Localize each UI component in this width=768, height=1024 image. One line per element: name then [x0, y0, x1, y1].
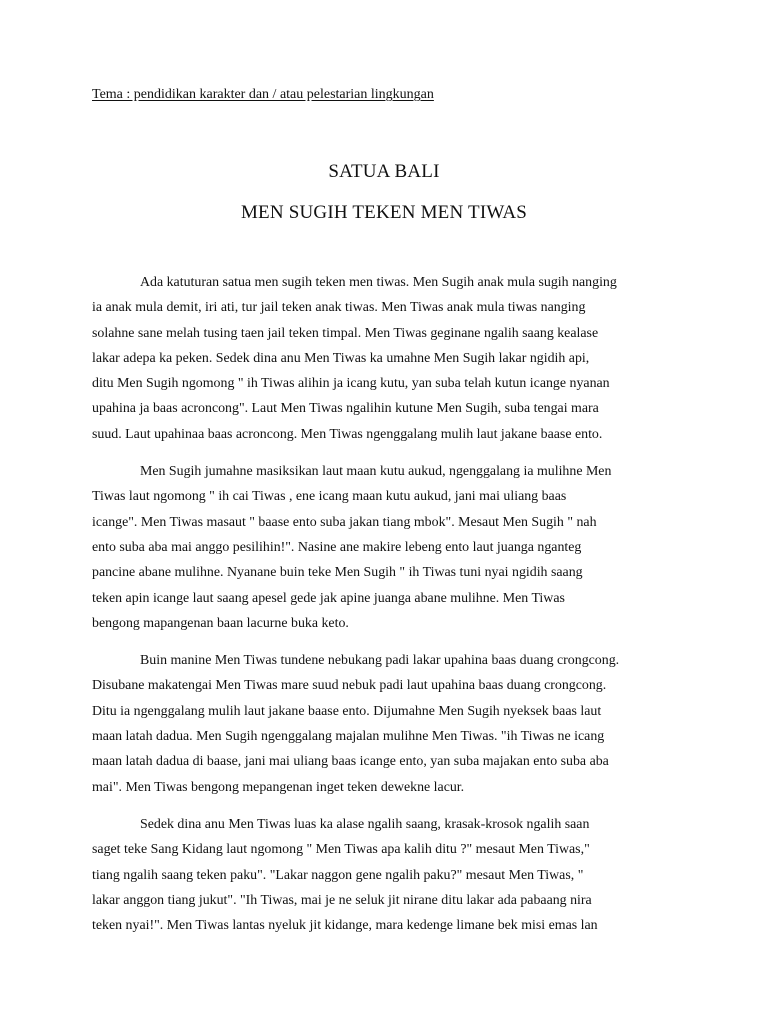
- theme-line: Tema : pendidikan karakter dan / atau pelestarian lingkungan: [92, 87, 434, 102]
- paragraph-3: [92, 648, 682, 800]
- paragraph-line: teken apin icange laut saang apesel gede jak apine juanga abane mulihne. Men Tiwas: [92, 590, 565, 606]
- paragraph-line: icange". Men Tiwas masaut " baase ento suba jakan tiang mbok". Mesaut Men Sugih " nah: [92, 514, 597, 530]
- paragraph-line: maan latah dadua di baase, jani mai uliang baas icange ento, yan suba majakan ento suba aba: [92, 754, 609, 770]
- paragraph-line: upahina ja baas acroncong". Laut Men Tiwas ngalihin kutune Men Sugih, suba tengai mara: [92, 401, 599, 417]
- paragraph-line: ia anak mula demit, iri ati, tur jail teken anak tiwas. Men Tiwas anak mula tiwas nanging: [92, 300, 586, 316]
- paragraph-2: [92, 459, 682, 636]
- paragraph-line: Men Sugih jumahne masiksikan laut maan kutu aukud, ngenggalang ia mulihne Men: [140, 464, 612, 480]
- story-title: MEN SUGIH TEKEN MEN TIWAS: [240, 202, 528, 223]
- paragraph-4: [92, 812, 682, 938]
- paragraph-line: tiang ngalih saang teken paku". "Lakar naggon gene ngalih paku?" mesaut Men Tiwas, ": [92, 867, 584, 883]
- paragraph-line: Ditu ia ngenggalang mulih laut jakane baase ento. Dijumahne Men Sugih nyeksek baas laut: [92, 703, 602, 719]
- paragraph-line: ditu Men Sugih ngomong " ih Tiwas alihin ja icang kutu, yan suba telah kutun icange nyanan: [92, 376, 610, 392]
- story-body: [92, 270, 682, 950]
- paragraph-line: lakar adepa ka peken. Sedek dina anu Men Tiwas ka umahne Men Sugih lakar ngidih api,: [92, 350, 590, 366]
- paragraph-line: mai". Men Tiwas bengong mepangenan inget teken dewekne lacur.: [92, 779, 465, 795]
- paragraph-line: bengong mapangenan baan lacurne buka keto.: [92, 615, 349, 631]
- paragraph-line: suud. Laut upahinaa baas acroncong. Men Tiwas ngenggalang mulih laut jakane baase ento.: [92, 426, 603, 442]
- paragraph-line: pancine abane mulihne. Nyanane buin teke Men Sugih " ih Tiwas tuni nyai ngidih saang: [92, 565, 583, 581]
- paragraph-line: saget teke Sang Kidang laut ngomong " Men Tiwas apa kalih ditu ?" mesaut Men Tiwas,": [92, 842, 590, 858]
- document-title: SATUA BALI: [328, 161, 440, 182]
- paragraph-line: Tiwas laut ngomong " ih cai Tiwas , ene icang maan kutu aukud, jani mai uliang baas: [92, 489, 567, 505]
- paragraph-line: ento suba aba mai anggo pesilihin!". Nasine ane makire lebeng ento laut juanga nganteg: [92, 539, 582, 555]
- paragraph-line: Disubane makatengai Men Tiwas mare suud nebuk padi laut upahina baas duang crongcong.: [92, 678, 607, 694]
- paragraph-line: Ada katuturan satua men sugih teken men tiwas. Men Sugih anak mula sugih nanging: [140, 275, 617, 290]
- paragraph-line: maan latah dadua. Men Sugih ngenggalang majalan mulihne Men Tiwas. "ih Tiwas ne icang: [92, 729, 605, 745]
- paragraph-line: Buin manine Men Tiwas tundene nebukang padi lakar upahina baas duang crongcong.: [140, 653, 620, 669]
- paragraph-line: teken nyai!". Men Tiwas lantas nyeluk jit kidange, mara kedenge limane bek misi emas lan: [92, 918, 598, 934]
- paragraph-line: solahne sane melah tusing taen jail teken timpal. Men Tiwas geginane ngalih saang kealase: [92, 325, 599, 341]
- paragraph-line: lakar anggon tiang jukut". "Ih Tiwas, mai je ne seluk jit nirane ditu lakar ada pabaang nira: [92, 892, 592, 908]
- paragraph-1: [92, 270, 682, 447]
- paragraph-line: Sedek dina anu Men Tiwas luas ka alase ngalih saang, krasak-krosok ngalih saan: [140, 816, 590, 832]
